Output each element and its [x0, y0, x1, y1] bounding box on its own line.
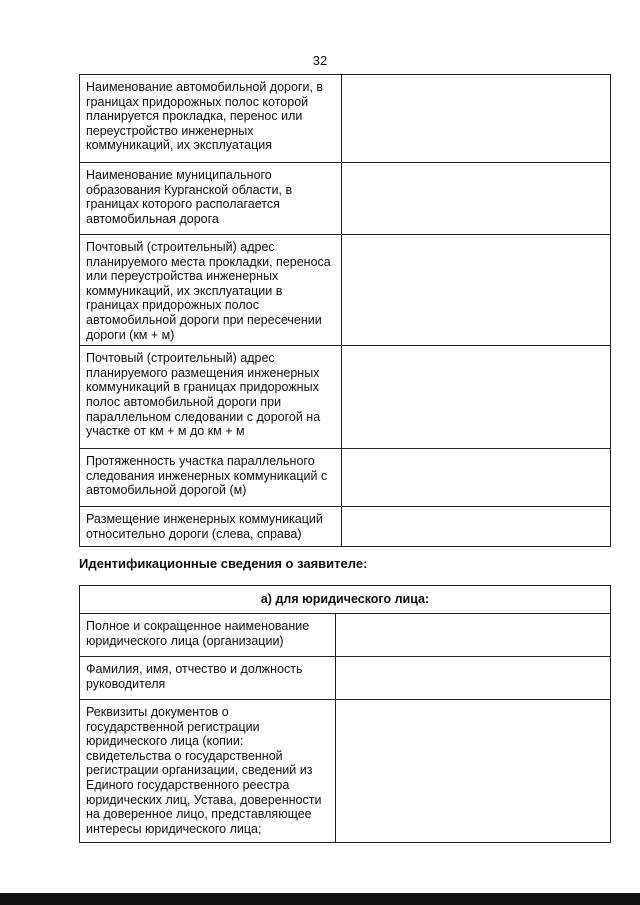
- director-value-field[interactable]: [336, 657, 611, 700]
- crossing-address-value-field[interactable]: [342, 235, 611, 346]
- road-info-table: [79, 74, 611, 547]
- applicant-section-heading: Идентификационные сведения о заявителе:: [79, 556, 368, 571]
- legal-entity-subheader: а) для юридического лица:: [80, 586, 611, 614]
- row-label-road-name: Наименование автомобильной дороги, в границах придорожных полос которой планируется прокладка, перенос или переустройство инженерных коммуникаций, их эксплуатация: [80, 75, 342, 163]
- legal-entity-table: [79, 585, 611, 843]
- parallel-length-value-field[interactable]: [342, 449, 611, 507]
- table-row: [80, 346, 611, 449]
- row-label-parallel-address: Почтовый (строительный) адрес планируемого размещения инженерных коммуникаций в границах придорожных полос автомобильной дороги при параллельном следовании с дорогой на участке от км + м до км + м: [80, 346, 342, 449]
- row-label-crossing-address: Почтовый (строительный) адрес планируемого места прокладки, переноса или переустройства инженерных коммуникаций, их эксплуатации в границах придорожных полос автомобильной дороги при пересечении дороги (км + м): [80, 235, 342, 346]
- table-row: [80, 235, 611, 346]
- table-row: [80, 75, 611, 163]
- placement-side-value-field[interactable]: [342, 507, 611, 547]
- table-row: [80, 507, 611, 547]
- road-name-value-field[interactable]: [342, 75, 611, 163]
- table-row: [80, 449, 611, 507]
- organization-name-value-field[interactable]: [336, 614, 611, 657]
- parallel-address-value-field[interactable]: [342, 346, 611, 449]
- row-label-placement-side: Размещение инженерных коммуникаций относительно дороги (слева, справа): [80, 507, 342, 547]
- row-label-organization-name: Полное и сокращенное наименование юридического лица (организации): [80, 614, 336, 657]
- table-row: [80, 657, 611, 700]
- row-label-municipality: Наименование муниципального образования Курганской области, в границах которого располагается автомобильная дорога: [80, 163, 342, 235]
- page-number: 32: [312, 53, 328, 68]
- table-row: [80, 163, 611, 235]
- scan-edge-bar: [0, 893, 640, 905]
- row-label-registration-documents: Реквизиты документов о государственной регистрации юридического лица (копии: свидетельства о государственной регистрации организации, сведений из Единого государственного реестра юридических лиц, Устава, доверенности на доверенное лицо, представляющее интересы юридического лица;: [80, 700, 336, 843]
- registration-documents-value-field[interactable]: [336, 700, 611, 843]
- row-label-parallel-length: Протяженность участка параллельного следования инженерных коммуникаций с автомобильной дорогой (м): [80, 449, 342, 507]
- table-row: [80, 700, 611, 843]
- municipality-value-field[interactable]: [342, 163, 611, 235]
- table-row: [80, 614, 611, 657]
- table-header-row: [80, 586, 611, 614]
- row-label-director: Фамилия, имя, отчество и должность руководителя: [80, 657, 336, 700]
